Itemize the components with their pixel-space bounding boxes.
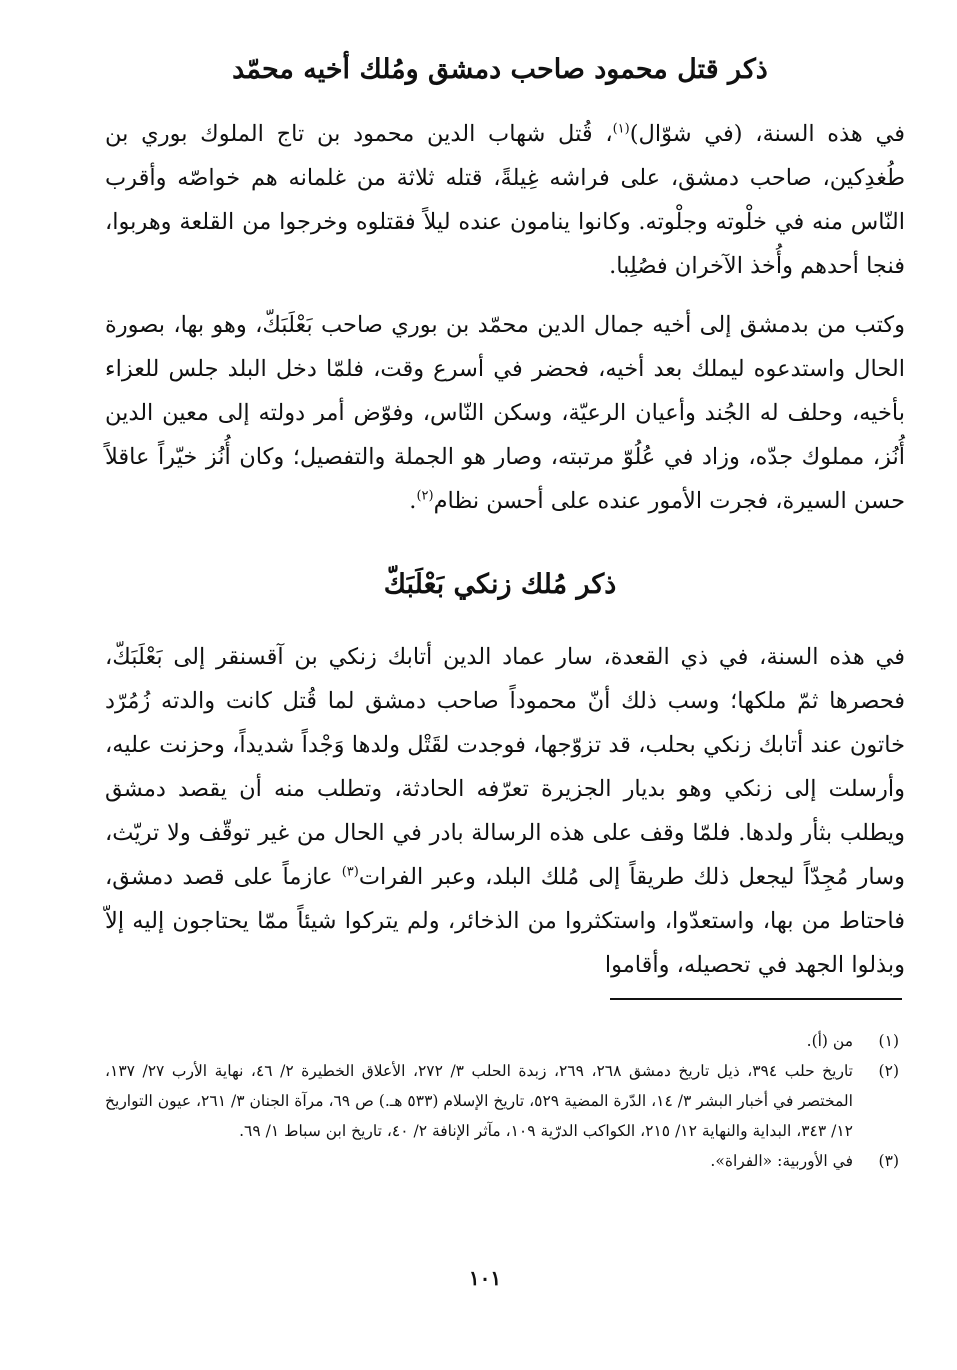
footnote-reference-3: (٣) [341,864,359,880]
footnote-2-number: (٢) [878,1062,899,1080]
paragraph-2 [105,303,905,523]
paragraph-2-text-b: . [409,488,417,514]
footnotes-section [105,1026,905,1176]
footnote-2-text: تاريخ حلب ٣٩٤، ذيل تاريخ دمشق ٢٦٨، ٢٦٩، زبدة الحلب ٣/ ٢٧٢، الأعلاق الخطيرة ٢/ ٤٦، نهاية الأرب ٢٧/ ١٣٧، المختصر في أخبار البشر ٣/ ١٤، الدّرة المضية ٥٢٩، تاريخ الإسلام (٥٣٣ هـ.) ص ٦٩، مرآة الجنان ٣/ ٢٦١، عيون التواريخ ١٢/ ٣٤٣، البداية والنهاية ١٢/ ٢١٥، الكواكب الدرّية ١٠٩، مآثر الإنافة ٢/ ٤٠، تاريخ ابن سباط ١/ ٦٩. [105,1062,854,1140]
footnote-3 [105,1146,905,1176]
footnote-1-text: من (أ). [806,1032,853,1050]
footnote-reference-2: (٢) [416,488,434,504]
section-heading-zengi-baalbek: ذكر مُلك زنكي بَعْلَبَكّ [383,569,617,600]
footnote-3-number: (٣) [878,1152,899,1170]
section-heading-death-of-mahmud: ذكر قتل محمود صاحب دمشق ومُلك أخيه محمّد [232,54,768,85]
paragraph-1 [105,112,905,288]
paragraph-1-text-b: ، قُتل شهاب الدين محمود بن تاج الملوك بوري بن طُغدِكين، صاحب دمشق، على فراشه غِيلةً، قتله ثلاثة من غلمانه هم خواصّه وأقرب النّاس منه في خلْوته وجلْوته. وكانوا ينامون عنده ليلاً فقتلوه وخرجوا من القلعة وهربوا، فنجا أحدهم وأُخذ الآخران فصُلِبا. [105,121,905,279]
paragraph-3-text-b: عازماً على قصد دمشق، فاحتاط من بها، واستعدّوا، واستكثروا من الذخائر، ولم يتركوا شيئاً ممّا يحتاجون إليه إلاّ وبذلوا الجهد في تحصيله، وأقاموا [105,864,905,978]
footnote-3-text: في الأوربية: «الفراة». [710,1152,853,1170]
footnote-separator-line [610,998,902,1000]
footnote-1-number: (١) [878,1032,899,1050]
paragraph-2-text-a: وكتب من بدمشق إلى أخيه جمال الدين محمّد بن بوري صاحب بَعْلَبَكّ، وهو بها، بصورة الحال واستدعوه ليملك بعد أخيه، فحضر في أسرع وقت، فلمّا دخل البلد جلس للعزاء بأخيه، وحلف له الجُند وأعيان الرعيّة، وسكن النّاس، وفوّض أمر دولته إلى معين الدين أُنُز، مملوك جدّه، وزاد في عُلُوّ مرتبته، وصار هو الجملة والتفصيل؛ وكان أُنُز خيّراً عاقلاً حسن السيرة، فجرت الأمور عنده على أحسن نظام [105,312,905,514]
paragraph-1-text-a: في هذه السنة، (في شوّال) [629,121,905,147]
page-number: ١٠١ [468,1266,502,1290]
paragraph-3-text-a: في هذه السنة، في ذي القعدة، سار عماد الدين أتابك زنكي بن آقسنقر إلى بَعْلَبَكّ، فحصرها ثمّ ملكها؛ وسب ذلك أنّ محموداً صاحب دمشق لما قُتل كانت والدته زُمُرّد خاتون عند أتابك زنكي بحلب، قد تزوّجها، فوجدت لقَتْل ولدها وَجْداً شديداً، وحزنت عليه، وأرسلت إلى زنكي وهو بديار الجزيرة تعرّفه الحادثة، وتطلب منه أن يقصد دمشق ويطلب بثأر ولدها. فلمّا وقف على هذه الرسالة بادر في الحال من غير توقّف ولا تريّث، وسار مُجِدّاً ليجعل ذلك طريقاً إلى مُلك البلد، وعبر الفرات [105,644,905,890]
footnote-1 [105,1026,905,1056]
footnote-2 [105,1056,905,1146]
paragraph-3 [105,635,905,987]
footnote-reference-1: (١) [612,121,630,137]
